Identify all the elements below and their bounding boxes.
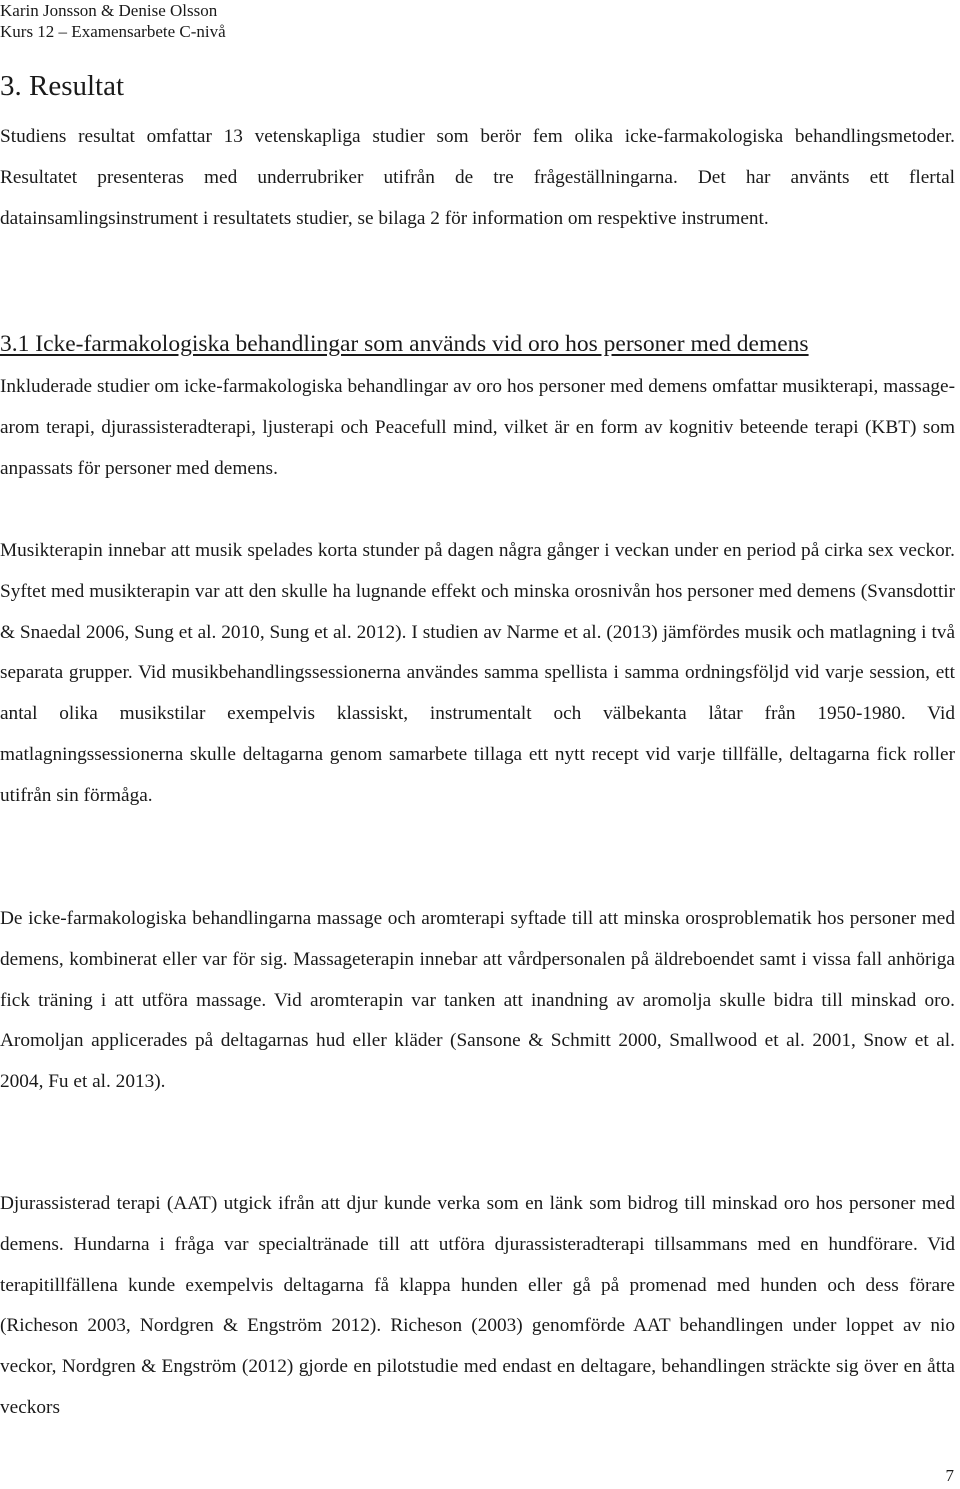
section-title: 3. Resultat: [0, 70, 125, 102]
body-paragraph-3: De icke-farmakologiska behandlingarna massage och aromterapi syftade till att minska orosproblematik hos personer med demens, kombinerat eller var för sig. Massageterapin innebar att vårdpersonalen på äldreboendet samt i vissa fall anhöriga fick träning i att utföra massage. Vid aromterapin var tanken att inandning av aromolja skulle bidra till minskad oro. Aromoljan applicerades på deltagarnas hud eller kläder (Sansone & Schmitt 2000, Smallwood et al. 2001, Snow et al. 2004, Fu et al. 2013).: [0, 908, 955, 1093]
body-paragraph-4: Djurassisterad terapi (AAT) utgick ifrån att djur kunde verka som en länk som bidrog till minskad oro hos personer med demens. Hundarna i fråga var specialtränade till att utföra djurassisteradterapi tillsammans med en hundförare. Vid terapitillfällena kunde exempelvis deltagarna få klappa hunden eller gå på promenad med hunden och dess förare (Richeson 2003, Nordgren & Engström 2012). Richeson (2003) genomförde AAT behandlingen under loppet av nio veckor, Nordgren & Engström (2012) gjorde en pilotstudie med endast en deltagare, behandlingen sträckte sig över en åtta veckors: [0, 1193, 955, 1418]
body-paragraph-2: Musikterapin innebar att musik spelades korta stunder på dagen några gånger i veckan under en period på cirka sex veckor. Syftet med musikterapin var att den skulle ha lugnande effekt och minska orosnivån hos personer med demens (Svansdottir & Snaedal 2006, Sung et al. 2010, Sung et al. 2012). I studien av Narme et al. (2013) jämfördes musik och matlagning i två separata grupper. Vid musikbehandlingssessionerna användes samma spellista i samma ordningsföljd vid varje session, ett antal olika musikstilar exempelvis klassiskt, instrumentalt och välbekanta låtar från 1950-1980. Vid matlagningssessionerna skulle deltagarna genom samarbete tillaga ett nytt recept vid varje tillfälle, deltagarna fick roller utifrån sin förmåga.: [0, 540, 955, 806]
header-authors: Karin Jonsson & Denise Olsson: [0, 1, 218, 20]
intro-paragraph: Studiens resultat omfattar 13 vetenskapliga studier som berör fem olika icke-farmakologiska behandlingsmetoder. Resultatet presenteras med underrubriker utifrån de tre frågeställningarna. Det har använts ett flertal datainsamlingsinstrument i resultatets studier, se bilaga 2 för information om respektive instrument.: [0, 126, 955, 229]
subsection-heading: 3.1 Icke-farmakologiska behandlingar som används vid oro hos personer med demens: [0, 331, 809, 357]
page-number: 7: [945, 1466, 954, 1485]
page-header: [0, 0, 226, 42]
header-course: Kurs 12 – Examensarbete C-nivå: [0, 22, 226, 41]
body-paragraph-1: Inkluderade studier om icke-farmakologiska behandlingar av oro hos personer med demens omfattar musikterapi, massage-arom terapi, djurassisteradterapi, ljusterapi och Peacefull mind, vilket är en form av kognitiv beteende terapi (KBT) som anpassats för personer med demens.: [0, 376, 955, 479]
